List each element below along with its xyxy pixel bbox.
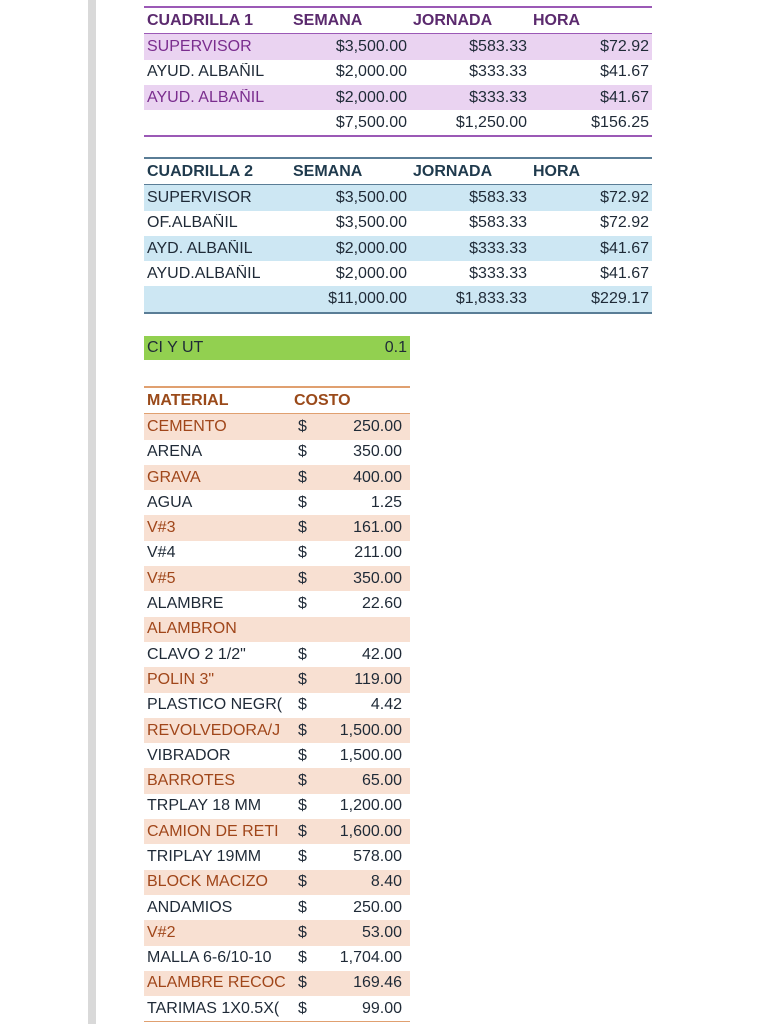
currency-cell[interactable]: $ [298, 443, 307, 461]
materials-table [144, 386, 410, 1022]
table-row [144, 642, 410, 667]
table-cell[interactable]: $229.17 [591, 290, 649, 308]
cost-cell[interactable]: 350.00 [353, 569, 402, 587]
material-name-cell[interactable]: GRAVA [147, 468, 201, 486]
material-name-cell[interactable]: POLIN 3" [147, 670, 215, 688]
material-name-cell[interactable]: REVOLVEDORA/J [147, 721, 281, 739]
table-cell[interactable]: $2,000.00 [335, 63, 407, 81]
table-cell[interactable]: $2,000.00 [335, 88, 407, 106]
material-name-cell[interactable]: BARROTES [147, 772, 236, 790]
table-cell[interactable]: $41.67 [600, 63, 649, 81]
total-row [144, 286, 652, 313]
material-name-cell[interactable]: CAMION DE RETI [147, 822, 279, 840]
table-row [144, 211, 652, 236]
table-row [144, 946, 410, 971]
materials-rows [144, 414, 410, 1022]
material-name-cell[interactable]: V#4 [147, 544, 176, 562]
table-row [144, 895, 410, 920]
currency-cell[interactable]: $ [298, 898, 307, 916]
currency-cell[interactable]: $ [298, 696, 307, 714]
material-name-cell[interactable]: VIBRADOR [147, 746, 231, 764]
table-row [144, 743, 410, 768]
cost-cell[interactable]: 350.00 [353, 443, 402, 461]
cost-cell[interactable]: 8.40 [370, 873, 402, 891]
cost-cell[interactable]: 42.00 [361, 645, 402, 663]
material-name-cell[interactable]: TRPLAY 18 MM [147, 797, 262, 815]
material-name-cell[interactable]: PLASTICO NEGR( [147, 696, 283, 714]
currency-cell[interactable]: $ [298, 519, 307, 537]
cost-cell[interactable]: 4.42 [370, 696, 402, 714]
table-cell[interactable]: $333.33 [469, 239, 527, 257]
currency-cell[interactable]: $ [298, 670, 307, 688]
table-row [144, 920, 410, 945]
currency-cell[interactable]: $ [298, 721, 307, 739]
ciyut-label[interactable]: CI Y UT [147, 339, 204, 356]
table-cell[interactable]: $333.33 [469, 264, 527, 282]
table-row [144, 490, 410, 515]
material-name-cell[interactable]: TARIMAS 1X0.5X( [147, 999, 280, 1017]
cost-cell[interactable]: 119.00 [354, 670, 402, 688]
cost-cell[interactable]: 1,704.00 [339, 949, 402, 967]
table-row [144, 996, 410, 1022]
table-row [144, 718, 410, 743]
table-cell[interactable]: $583.33 [469, 214, 527, 232]
table-cell[interactable]: $41.67 [600, 264, 649, 282]
material-name-cell[interactable]: ANDAMIOS [147, 898, 233, 916]
table-cell[interactable]: $333.33 [469, 63, 527, 81]
cost-cell[interactable]: 211.00 [354, 544, 402, 562]
table-cell[interactable]: AYD. ALBAÑIL [147, 239, 253, 257]
cost-cell[interactable]: 578.00 [353, 847, 402, 865]
currency-cell[interactable]: $ [298, 999, 307, 1017]
material-name-cell[interactable]: ALAMBRE [147, 595, 224, 613]
header-cell[interactable]: SEMANA [293, 11, 363, 29]
table-row [144, 515, 410, 540]
table-cell[interactable]: $156.25 [591, 113, 649, 131]
material-name-cell[interactable]: MALLA 6-6/10-10 [147, 949, 272, 967]
material-name-cell[interactable]: V#3 [147, 519, 176, 537]
header-cell[interactable]: CUADRILLA 1 [147, 11, 254, 29]
table-cell[interactable]: $3,500.00 [335, 37, 407, 55]
table-row [144, 870, 410, 895]
table-cell[interactable]: AYUD. ALBAÑIL [147, 88, 265, 106]
material-name-cell[interactable]: V#2 [147, 923, 176, 941]
material-name-cell[interactable]: V#5 [147, 569, 176, 587]
header-cell[interactable]: CUADRILLA 2 [147, 162, 254, 180]
cost-cell[interactable]: 1.25 [370, 493, 402, 511]
table-row [144, 844, 410, 869]
currency-cell[interactable]: $ [298, 949, 307, 967]
currency-cell[interactable]: $ [298, 493, 307, 511]
header-cell[interactable]: JORNADA [413, 162, 493, 180]
currency-cell[interactable]: $ [298, 468, 307, 486]
header-cell[interactable]: HORA [533, 162, 581, 180]
table-row [144, 819, 410, 844]
table-cell[interactable]: $72.92 [600, 37, 649, 55]
table-cell[interactable]: $41.67 [600, 88, 649, 106]
currency-cell[interactable]: $ [298, 873, 307, 891]
table-row [144, 261, 652, 286]
cost-cell[interactable]: 1,600.00 [339, 822, 402, 840]
table-cell[interactable]: $583.33 [469, 188, 527, 206]
table-header-row [144, 386, 410, 414]
table-header-row [144, 157, 652, 185]
cost-cell[interactable]: 400.00 [353, 468, 402, 486]
table-row [144, 414, 410, 439]
table-cell[interactable]: $333.33 [469, 88, 527, 106]
cost-cell[interactable]: 1,200.00 [339, 797, 402, 815]
table-cell[interactable]: $1,250.00 [455, 113, 527, 131]
table-row [144, 566, 410, 591]
table-row [144, 591, 410, 616]
ciyut-row [144, 336, 410, 360]
table-cell[interactable]: $72.92 [600, 214, 649, 232]
table-cell[interactable]: OF.ALBAÑIL [147, 214, 238, 232]
table-row [144, 768, 410, 793]
table-cell[interactable]: $11,000.00 [328, 290, 407, 308]
cost-cell[interactable]: 53.00 [361, 923, 402, 941]
material-name-cell[interactable]: AGUA [147, 493, 193, 511]
cost-cell[interactable]: 250.00 [353, 898, 402, 916]
cost-cell[interactable]: 22.60 [361, 595, 402, 613]
table-row [144, 667, 410, 692]
cost-cell[interactable]: 250.00 [353, 417, 402, 435]
table-cell[interactable]: SUPERVISOR [147, 37, 252, 55]
material-name-cell[interactable]: TRIPLAY 19MM [147, 847, 262, 865]
cuadrilla-1-table [144, 6, 652, 137]
table-cell[interactable]: $3,500.00 [335, 188, 407, 206]
sheet-left-edge [88, 0, 96, 1024]
material-name-cell[interactable]: CLAVO 2 1/2" [147, 645, 246, 663]
table-row [144, 60, 652, 85]
currency-cell[interactable]: $ [298, 923, 307, 941]
table-row [144, 794, 410, 819]
cost-cell[interactable]: 169.46 [353, 974, 402, 992]
header-cell[interactable]: COSTO [294, 391, 351, 409]
table-cell[interactable]: $2,000.00 [335, 264, 407, 282]
table-row [144, 465, 410, 490]
currency-cell[interactable]: $ [298, 544, 307, 562]
table-cell[interactable]: $72.92 [600, 188, 649, 206]
cost-cell[interactable]: 1,500.00 [339, 746, 402, 764]
header-cell[interactable]: SEMANA [293, 162, 363, 180]
cost-cell[interactable]: 65.00 [361, 772, 402, 790]
table-cell[interactable]: SUPERVISOR [147, 188, 252, 206]
material-name-cell[interactable]: ALAMBRON [147, 620, 237, 638]
table-row [144, 693, 410, 718]
table-cell[interactable]: $583.33 [469, 37, 527, 55]
currency-cell[interactable]: $ [298, 847, 307, 865]
table-row [144, 617, 410, 642]
cost-cell[interactable]: 99.00 [361, 999, 402, 1017]
total-row [144, 110, 652, 137]
material-name-cell[interactable]: ARENA [147, 443, 203, 461]
currency-cell[interactable]: $ [298, 569, 307, 587]
table-cell[interactable]: $7,500.00 [335, 113, 407, 131]
cost-cell[interactable]: 161.00 [353, 519, 402, 537]
currency-cell[interactable]: $ [298, 822, 307, 840]
header-cell[interactable]: HORA [533, 11, 581, 29]
table-cell[interactable]: $3,500.00 [335, 214, 407, 232]
table-header-row [144, 6, 652, 34]
table-row [144, 971, 410, 996]
table-cell[interactable]: AYUD. ALBAÑIL [147, 63, 265, 81]
header-cell[interactable]: JORNADA [413, 11, 493, 29]
table-cell[interactable]: $1,833.33 [455, 290, 527, 308]
cuadrilla-2-table [144, 157, 652, 314]
material-name-cell[interactable]: ALAMBRE RECOC [147, 974, 286, 992]
material-name-cell[interactable]: CEMENTO [147, 417, 227, 435]
table-row [144, 185, 652, 210]
table-cell[interactable]: $2,000.00 [335, 239, 407, 257]
currency-cell[interactable]: $ [298, 645, 307, 663]
table-row [144, 236, 652, 261]
table-row [144, 440, 410, 465]
currency-cell[interactable]: $ [298, 797, 307, 815]
cost-cell[interactable]: 1,500.00 [339, 721, 402, 739]
currency-cell[interactable]: $ [298, 746, 307, 764]
material-name-cell[interactable]: BLOCK MACIZO [147, 873, 268, 891]
table-row [144, 85, 652, 110]
table-cell[interactable]: AYUD.ALBAÑIL [147, 264, 261, 282]
currency-cell[interactable]: $ [298, 772, 307, 790]
table-cell[interactable]: $41.67 [600, 239, 649, 257]
table-row [144, 541, 410, 566]
currency-cell[interactable]: $ [298, 974, 307, 992]
currency-cell[interactable]: $ [298, 417, 307, 435]
currency-cell[interactable]: $ [298, 595, 307, 613]
header-cell[interactable]: MATERIAL [147, 391, 229, 409]
table-row [144, 34, 652, 59]
ciyut-value[interactable]: 0.1 [384, 339, 407, 356]
